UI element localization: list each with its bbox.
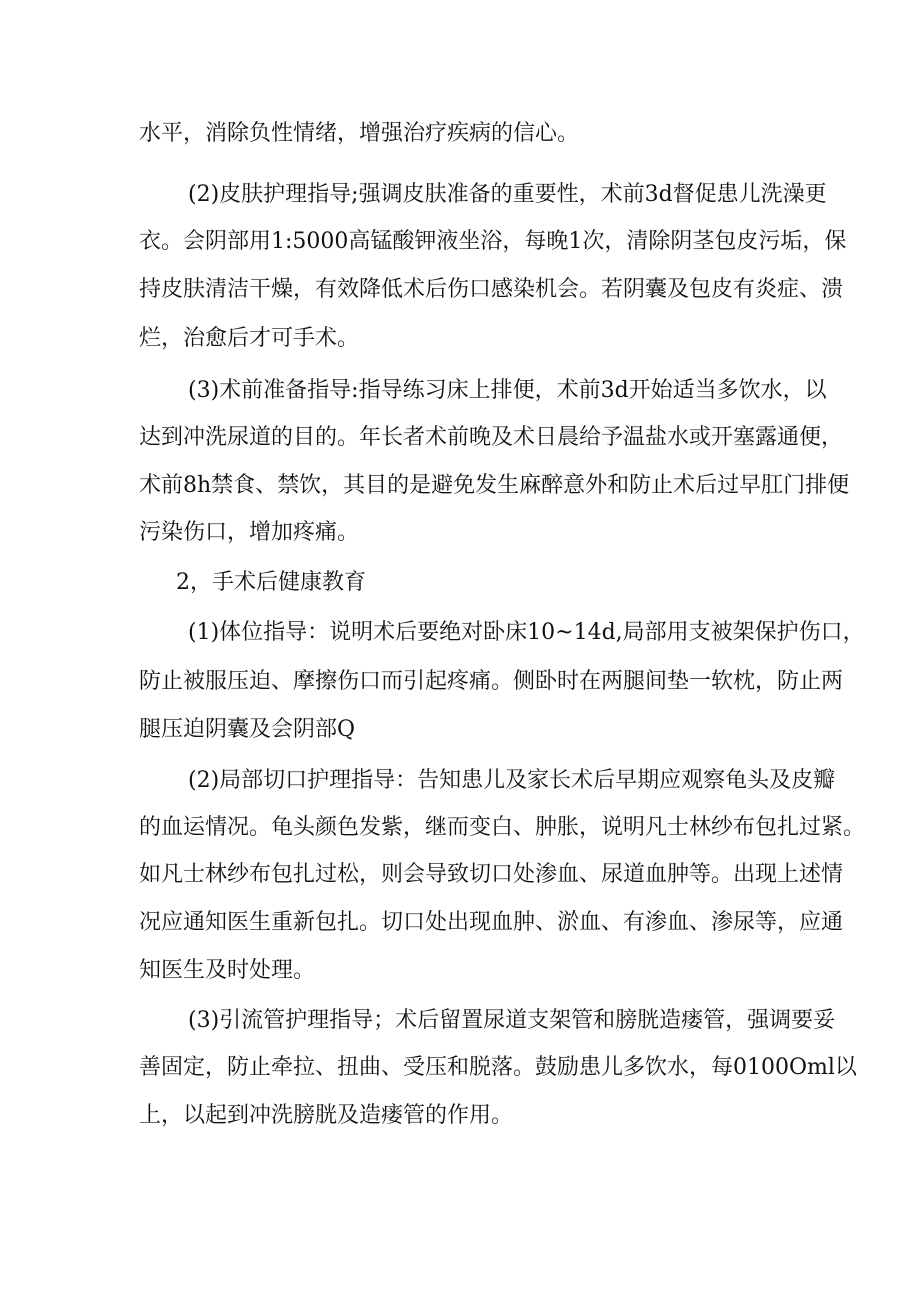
text-line: 污染伤口，增加疼痛。 bbox=[139, 520, 360, 545]
text-line: 烂，治愈后才可手术。 bbox=[139, 326, 360, 351]
text-line: 上，以起到冲洗膀胱及造瘘管的作用。 bbox=[139, 1103, 514, 1128]
text-line: (2)局部切口护理指导：告知患儿及家长术后早期应观察龟头及皮瓣 bbox=[188, 768, 836, 793]
text-line: (1)体位指导：说明术后要绝对卧床10~14d,局部用支被架保护伤口， bbox=[188, 620, 865, 645]
text-line: 持皮肤清洁干燥，有效降低术后伤口感染机会。若阴囊及包皮有炎症、溃 bbox=[139, 277, 844, 302]
text-line: 的血运情况。龟头颜色发紫，继而变白、肿胀，说明凡士林纱布包扎过紧。 bbox=[139, 815, 866, 840]
text-line: (3)术前准备指导:指导练习床上排便，术前3d开始适当多饮水，以 bbox=[188, 378, 827, 403]
text-line: (3)引流管护理指导；术后留置尿道支架管和膀胱造瘘管，强调要妥 bbox=[188, 1008, 836, 1033]
text-line: (2)皮肤护理指导;强调皮肤准备的重要性，术前3d督促患儿洗澡更 bbox=[188, 182, 827, 207]
text-line: 达到冲洗尿道的目的。年长者术前晚及术日晨给予温盐水或开塞露通便， bbox=[139, 425, 844, 450]
text-line: 况应通知医生重新包扎。切口处出现血肿、淤血、有渗血、渗尿等，应通 bbox=[139, 910, 844, 935]
text-line: 术前8h禁食、禁饮，其目的是避免发生麻醉意外和防止术后过早肛门排便 bbox=[139, 473, 850, 498]
section-heading: 2，手术后健康教育 bbox=[176, 570, 366, 595]
text-line: 衣。会阴部用1:5000高锰酸钾液坐浴，每晚1次，清除阴茎包皮污垢，保 bbox=[139, 229, 847, 254]
text-line: 腿压迫阴囊及会阴部Q bbox=[139, 717, 356, 742]
text-line: 知医生及时处理。 bbox=[139, 958, 316, 983]
text-line: 水平，消除负性情绪，增强治疗疾病的信心。 bbox=[139, 121, 580, 146]
text-line: 防止被服压迫、摩擦伤口而引起疼痛。侧卧时在两腿间垫一软枕，防止两 bbox=[139, 669, 844, 694]
text-line: 善固定，防止牵拉、扭曲、受压和脱落。鼓励患儿多饮水，每0100Oml以 bbox=[139, 1055, 857, 1080]
text-line: 如凡士林纱布包扎过松，则会导致切口处渗血、尿道血肿等。出现上述情 bbox=[139, 862, 844, 887]
